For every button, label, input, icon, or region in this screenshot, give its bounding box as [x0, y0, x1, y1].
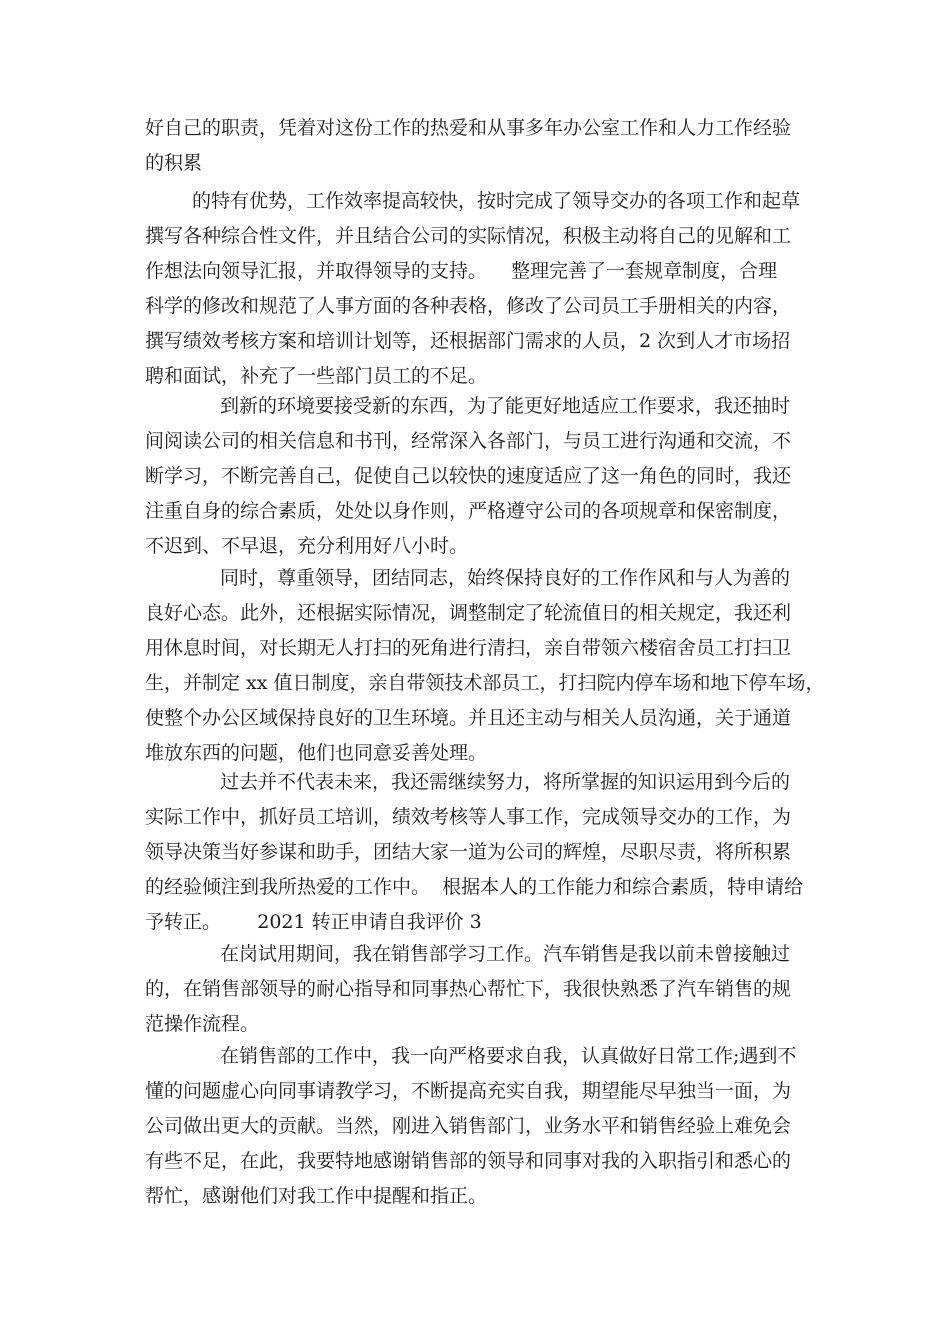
paragraph-line: 间阅读公司的相关信息和书刊，经常深入各部门，与员工进行沟通和交流，不	[145, 430, 792, 452]
paragraph-line: 注重自身的综合素质，处处以身作则，严格遵守公司的各项规章和保密制度，	[145, 500, 792, 522]
paragraph-line: 领导决策当好参谋和助手，团结大家一道为公司的辉煌，尽职尽责，将所积累	[145, 841, 792, 863]
paragraph-2	[145, 184, 825, 394]
paragraph-line: 的经验倾注到我所热爱的工作中。 根据本人的工作能力和综合素质，特申请给	[145, 876, 804, 898]
paragraph-5	[145, 765, 825, 940]
paragraph-line: 实际工作中，抓好员工培训，绩效考核等人事工作，完成领导交办的工作，为	[145, 806, 792, 828]
paragraph-line: 过去并不代表未来，我还需继续努力，将所掌握的知识运用到今后的	[220, 771, 791, 793]
paragraph-line: 的，在销售部领导的耐心指导和同事热心帮忙下，我很快熟悉了汽车销售的规	[145, 978, 792, 1000]
paragraph-line: 良好心态。此外，还根据实际情况，调整制定了轮流值日的相关规定，我还利	[145, 602, 792, 624]
paragraph-line: 科学的修改和规范了人事方面的各种表格，修改了公司员工手册相关的内容，	[145, 295, 792, 317]
paragraph-7	[145, 1039, 825, 1214]
paragraph-line: 公司做出更大的贡献。当然，刚进入销售部门，业务水平和销售经验上难免会	[145, 1115, 792, 1137]
paragraph-line: 作想法向领导汇报，并取得领导的支持。 整理完善了一套规章制度，合理	[145, 260, 778, 282]
paragraph-line: 在销售部的工作中，我一向严格要求自我，认真做好日常工作;遇到不	[220, 1045, 797, 1067]
paragraph-line: 堆放东西的问题，他们也同意妥善处理。	[145, 742, 488, 764]
paragraph-line: 不迟到、不早退，充分利用好八小时。	[145, 535, 469, 557]
paragraph-line: 聘和面试，补充了一些部门员工的不足。	[145, 365, 488, 387]
paragraph-line: 帮忙，感谢他们对我工作中提醒和指正。	[145, 1185, 488, 1207]
paragraph-1	[145, 111, 825, 181]
paragraph-line: 好自己的职责，凭着对这份工作的热爱和从事多年办公室工作和人力工作经验	[145, 117, 792, 139]
paragraph-line: 生，并制定 xx 值日制度，亲自带领技术部员工，打扫院内停车场和地下停车场，	[145, 672, 825, 694]
paragraph-4	[145, 561, 825, 771]
paragraph-line: 有些不足，在此，我要特地感谢销售部的领导和同事对我的入职指引和悉心的	[145, 1150, 792, 1172]
paragraph-line: 用休息时间，对长期无人打扫的死角进行清扫，亲自带领六楼宿舍员工打扫卫	[145, 637, 792, 659]
paragraph-line: 的积累	[145, 152, 203, 174]
paragraph-line: 到新的环境要接受新的东西，为了能更好地适应工作要求，我还抽时	[220, 395, 791, 417]
paragraph-line: 懂的问题虚心向同事请教学习，不断提高充实自我，期望能尽早独当一面，为	[145, 1080, 792, 1102]
paragraph-line: 在岗试用期间，我在销售部学习工作。汽车销售是我以前未曾接触过	[220, 943, 791, 965]
paragraph-line: 撰写绩效考核方案和培训计划等，还根据部门需求的人员，2 次到人才市场招	[145, 330, 791, 352]
paragraph-3	[145, 389, 825, 564]
paragraph-line: 断学习，不断完善自己，促使自己以较快的速度适应了这一角色的同时，我还	[145, 465, 792, 487]
paragraph-line: 予转正。 2021 转正申请自我评价 3	[145, 911, 482, 933]
paragraph-line: 的特有优势，工作效率提高较快，按时完成了领导交办的各项工作和起草	[192, 190, 801, 212]
paragraph-6	[145, 937, 825, 1042]
paragraph-line: 同时，尊重领导，团结同志，始终保持良好的工作作风和与人为善的	[220, 567, 791, 589]
paragraph-line: 使整个办公区域保持良好的卫生环境。并且还主动与相关人员沟通，关于通道	[145, 707, 792, 729]
paragraph-line: 范操作流程。	[145, 1013, 260, 1035]
paragraph-line: 撰写各种综合性文件，并且结合公司的实际情况，积极主动将自己的见解和工	[145, 225, 792, 247]
